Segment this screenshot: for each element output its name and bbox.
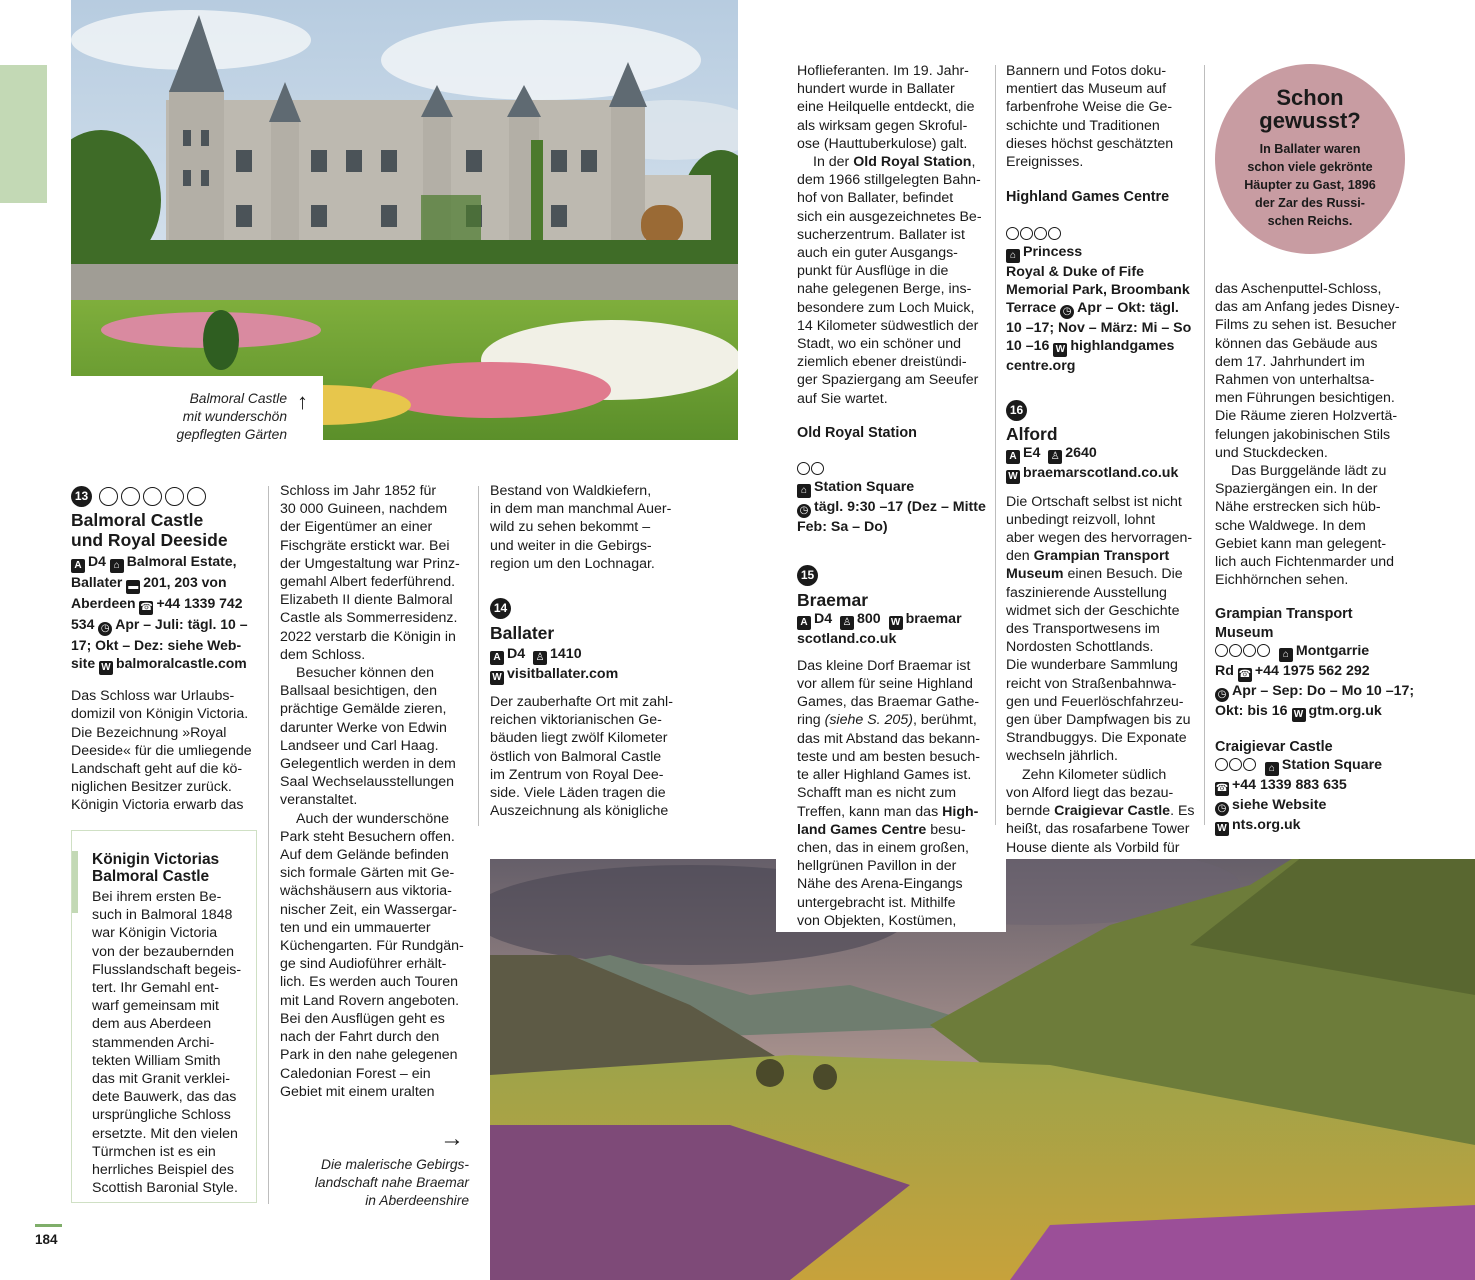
phone-icon: ☎ — [1215, 783, 1229, 795]
entry-13-text-5: Bestand von Waldkiefern, in dem man manchmal Auer- wild zu sehen bekommt – und weiter in die Gebirgs- region um den Lochnagar. — [490, 483, 672, 572]
entry-13-text-4: Auch der wunderschöne Park steht Besuchern offen. Auf dem Gelände befinden sich formale Gärten mit Ge- wächshäusern aus viktoria- nischer Zeit, ein Wassergar- ten und ein ummauerter Küchengarten. Für Rundgän- ge sind Audioführer erhält- lich. Es werden auch Touren mit Land Rovern angeboten. Bei den Ausflügen geht es nach der Fahrt durch den Park in den nahe gelegenen Caledonian Forest – ein Gebiet mit einem uralten — [280, 810, 464, 1100]
entry-15-title: Braemar — [797, 589, 869, 610]
entry-13-title-1: Balmoral Castle — [71, 510, 204, 530]
entry-13-text-3: Besucher können den Ballsaal besichtigen, den prächtige Gemälde zieren, darunter Werke von Edwin Landseer und Carl Haag. Gelegentlich werden in dem Saal Wechselausstellungen veranstaltet. — [280, 665, 456, 809]
craigievar-title: Craigievar Castle — [1215, 738, 1333, 755]
phone-icon: ☎ — [140, 602, 153, 613]
column-4 — [797, 62, 987, 930]
shop-icon — [811, 462, 824, 475]
old-royal-station-info: ⌂ Station Square ◷ tägl. 9:30 –17 (Dez – Mitte Feb: Sa – Do) — [797, 442, 987, 537]
did-you-know-text: In Ballater waren schon viele gekrönte Häupter zu Gast, 1896 der Zar des Russi- schen Reichs. — [1244, 142, 1376, 228]
map-grid-icon: A — [490, 651, 504, 665]
cafe-icon — [1020, 227, 1033, 240]
ticket-icon — [99, 487, 118, 506]
column-5 — [1006, 62, 1201, 857]
entry-14-text-3: In der Old Royal Station, dem 1966 stillgelegten Bahn- hof von Ballater, befindet sich ein ausgezeichnetes Be- sucherzentrum. Ballater ist auch ein guter Ausgangs- punkt für Ausflüge in die nahe gelegenen Berge, ins- besondere zum Loch Muick, 14 Kilometer südwestlich der Stadt, wo ein schöner und ziemlich ebener dreistündi- ger Spaziergang am Seeufer auf Sie wartet. — [797, 154, 982, 407]
photo-balmoral-castle — [71, 0, 738, 440]
wheelchair-icon — [187, 487, 206, 506]
address-icon: ⌂ — [1006, 249, 1020, 263]
old-royal-station-title: Old Royal Station — [797, 424, 917, 441]
entry-number-16: 16 — [1006, 400, 1027, 421]
column-rule-2 — [478, 486, 479, 826]
entry-16-info: A E4 ♙ 2640 W braemarscotland.co.uk — [1006, 444, 1201, 484]
entry-number-15: 15 — [797, 565, 818, 586]
gtm-title: Grampian Transport Museum — [1215, 606, 1353, 641]
web-icon: W — [1053, 343, 1067, 357]
ticket-icon — [1215, 758, 1228, 771]
entry-13-text-2: Schloss im Jahr 1852 für 30 000 Guineen, nachdem der Eigentümer an einer Fischgräte erstickt war. Bei der Umgestaltung war Prinz- gemahl Albert federführend. Elizabeth II diente Balmoral Castle als Sommerresidenz. 2022 verstarb die Königin in dem Schloss. — [280, 483, 460, 663]
shop-icon — [165, 487, 184, 506]
web-icon: W — [1006, 470, 1020, 484]
ticket-icon — [1006, 227, 1019, 240]
entry-number-14: 14 — [490, 598, 511, 619]
entry-13-title-2: und Royal Deeside — [71, 530, 228, 550]
sidebar-box — [71, 830, 257, 1203]
entry-15-header — [797, 565, 987, 586]
entry-number-13: 13 — [71, 486, 92, 507]
shop-icon — [1034, 227, 1047, 240]
map-grid-icon: A — [71, 559, 85, 573]
entry-15-text-2: Bannern und Fotos doku- mentiert das Museum auf farbenfrohe Weise die Ge- schichte und Traditionen dieses höchst geschätzten Ereignisses. — [1006, 63, 1174, 171]
web-icon: W — [99, 661, 113, 675]
column-rule-5 — [1204, 65, 1205, 825]
column-rule-1 — [268, 486, 269, 1204]
sidebar-text: Bei ihrem ersten Be- such in Balmoral 1848 war Königin Victoria von der bezaubernden Flusslandschaft begeis- tert. Ihr Gemahl ent- warf gemeinsam mit dem aus Aberdeen stammenden Archi- tekten William Smith das mit Granit verklei- dete Bauwerk, das das ursprüngliche Schloss ersetzte. Mit den vielen Türmchen ist es ein herrliches Beispiel des Scottish Baronial Style. — [92, 889, 242, 1197]
did-you-know-circle — [1215, 64, 1405, 254]
clock-icon: ◷ — [797, 504, 811, 518]
arrow-up-icon: ↑ — [297, 389, 308, 414]
family-icon — [1229, 758, 1242, 771]
map-grid-icon: A — [797, 616, 811, 630]
entry-13-text-1: Das Schloss war Urlaubs- domizil von Königin Victoria. Die Bezeichnung »Royal Deeside« für die umliegende Landschaft geht auf die kö- niglichen Besitzer zurück. Königin Victoria erwarb das — [71, 688, 252, 814]
entry-14-text: Der zauberhafte Ort mit zahl- reichen viktorianischen Ge- bäuden liegt zwölf Kilometer östlich von Balmoral Castle im Zentrum von Royal Dee- side. Viele Läden tragen die Auszeichnung als königliche — [490, 694, 673, 820]
entry-15-text: Das kleine Dorf Braemar ist vor allem für seine Highland Games, das Braemar Gathe- ring (siehe S. 205), berühmt, das mit Abstand das bekann- teste und am besten besuch- te aller Highland Games ist. Schafft man es nicht zum Treffen, kann man das High- land Games Centre besu- chen, das in einem großen, hellgrünen Pavillon in der Nähe des Arena-Eingangs untergebracht ist. Mithilfe von Objekten, Kostümen, — [797, 657, 980, 929]
landscape-photo-caption: Die malerische Gebirgs- landschaft nahe Braemar in Aberdeenshire — [314, 1157, 469, 1208]
column-rule-4 — [995, 65, 996, 825]
entry-16-title: Alford — [1006, 423, 1058, 444]
arrow-right-icon: → — [440, 1125, 464, 1152]
population-icon: ♙ — [533, 651, 547, 665]
entry-14-text-2: Hoflieferanten. Im 19. Jahr- hundert wurde in Ballater eine Heilquelle entdeckt, die als wirksam gegen Skroful- ose (Hauttuberkulose) galt. — [797, 63, 975, 152]
family-icon — [121, 487, 140, 506]
page-number: 184 — [35, 1232, 58, 1247]
phone-icon: ☎ — [1238, 668, 1252, 680]
map-grid-icon: A — [1006, 450, 1020, 464]
entry-16-text-2: Zehn Kilometer südlich von Alford liegt das bezau- bernde Craigievar Castle. Es heißt, das rosafarbene Tower House diente als Vorbild für — [1006, 766, 1195, 856]
population-icon: ♙ — [1048, 450, 1062, 464]
entry-14-title: Ballater — [490, 623, 555, 644]
address-icon: ⌂ — [1279, 648, 1293, 662]
clock-icon: ◷ — [98, 622, 112, 636]
column-6 — [1215, 280, 1415, 836]
entry-14-header — [490, 598, 680, 619]
family-icon — [1229, 644, 1242, 657]
did-you-know-title: Schon gewusst? — [1259, 85, 1361, 133]
castle-photo-caption: Balmoral Castle mit wunderschön gepflegten Gärten — [176, 391, 287, 442]
page-number-rule — [35, 1224, 62, 1227]
chapter-tab — [0, 65, 47, 203]
entry-13-info: A D4 ⌂ Balmoral Estate, Ballater ▬ 201, 203 von Aberdeen ☎ +44 1339 742 534 ◷ Apr – Juli: tägl. 10 – 17; Okt – Dez: siehe Web- site W balmoralcastle.com — [71, 553, 248, 674]
entry-16-text-4: Das Burggelände lädt zu Spaziergängen ein. In der Nähe erstrecken sich hüb- sche Waldwege. In dem Gebiet kann man gelegent- lich auch Fichtenmarder und Eichhörnchen sehen. — [1215, 463, 1395, 589]
column-1 — [71, 486, 261, 815]
shop-icon — [1257, 644, 1270, 657]
web-icon: W — [889, 616, 903, 630]
entry-15-info: A D4 ♙ 800 W braemar scotland.co.uk — [797, 610, 962, 647]
address-icon: ⌂ — [110, 559, 124, 573]
web-icon: W — [1215, 822, 1229, 836]
gtm-info: ⌂ Montgarrie Rd ☎ +44 1975 562 292 ◷ Apr – Sep: Do – Mo 10 –17; Okt: bis 16 W gtm.org.uk — [1215, 642, 1415, 720]
ticket-icon — [1215, 644, 1228, 657]
address-icon: ⌂ — [797, 484, 811, 498]
highland-games-centre-title: Highland Games Centre — [1006, 189, 1170, 206]
entry-14-info: A D4 ♙ 1410 W visitballater.com — [490, 645, 680, 685]
entry-16-header — [1006, 400, 1201, 421]
column-3 — [490, 482, 680, 820]
sidebar-accent-bar — [72, 851, 78, 913]
entry-16-text-3: das Aschenputtel-Schloss, das am Anfang jedes Disney- Films zu sehen ist. Besucher können das Gebäude aus dem 17. Jahrhundert im Rahmen von unterhaltsa- men Führungen besichtigen. Die Räume zieren Holzvertä- felungen jakobinischen Stils und Stuckdecken. — [1215, 281, 1400, 461]
sidebar-title: Königin Victorias Balmoral Castle — [92, 851, 220, 885]
web-icon: W — [490, 671, 504, 685]
clock-icon: ◷ — [1060, 305, 1074, 319]
address-icon: ⌂ — [1265, 762, 1279, 776]
clock-icon: ◷ — [1215, 688, 1229, 702]
cafe-icon — [143, 487, 162, 506]
cafe-icon — [797, 462, 810, 475]
clock-icon: ◷ — [1215, 802, 1229, 816]
wheelchair-icon — [1048, 227, 1061, 240]
entry-13-header — [71, 486, 261, 507]
web-icon: W — [1292, 708, 1306, 722]
column-2 — [280, 482, 470, 1101]
entry-16-text: Die Ortschaft selbst ist nicht unbedingt reizvoll, lohnt aber wegen des hervorragen- den Grampian Transport Museum einen Besuch. Die faszinierende Ausstellung widmet sich der Geschichte des Transportwesens im Nordosten Schottlands. Die wunderbare Sammlung reicht von Straßenbahnwa- gen und Feuerlöschfahrzeu- gen über Dampfwagen bis zu Strandbuggys. Die Exponate wechseln jährlich. — [1006, 493, 1193, 765]
cafe-icon — [1243, 644, 1256, 657]
population-icon: ♙ — [840, 616, 854, 630]
nts-icon — [1243, 758, 1256, 771]
bus-icon: ▬ — [128, 581, 139, 592]
highland-games-centre-info: ⌂ Princess Royal & Duke of Fife Memorial Park, Broombank Terrace ◷ Apr – Okt: tägl. 10 –17; Nov – März: Mi – So 10 –16 W highlandgames centre.org — [1006, 206, 1201, 375]
craigievar-info: ⌂ Station Square ☎ +44 1339 883 635 ◷ siehe Website W nts.org.uk — [1215, 757, 1383, 835]
